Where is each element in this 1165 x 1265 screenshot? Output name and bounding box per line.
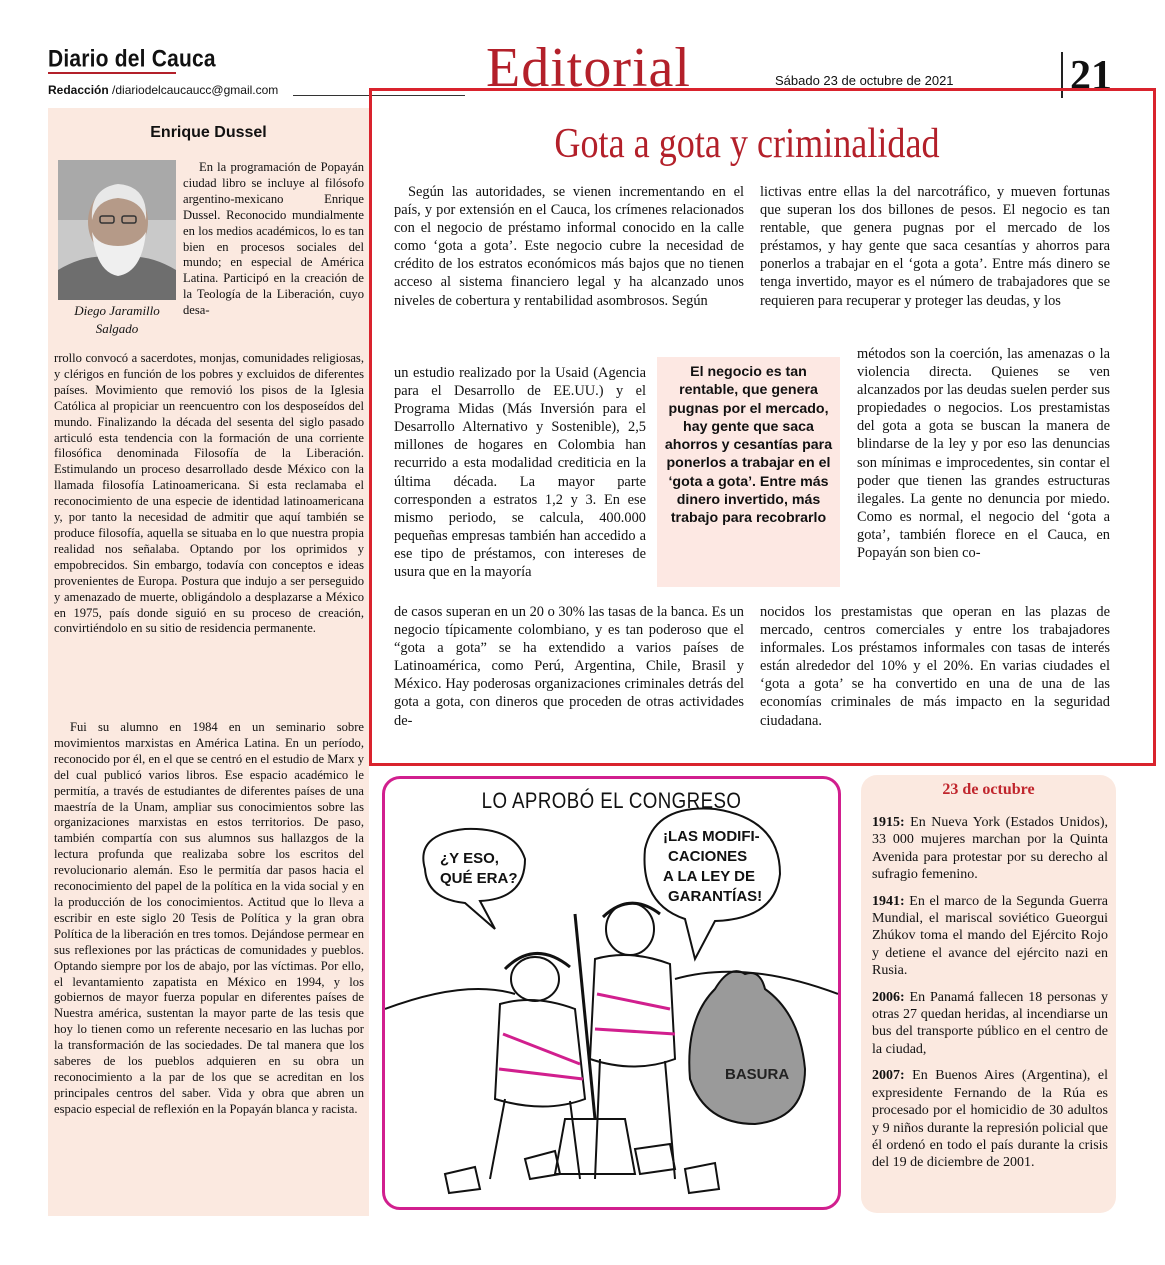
bubble-right-line4: GARANTÍAS! bbox=[668, 888, 763, 905]
portrait-image bbox=[58, 160, 176, 300]
editorial-col1-mid bbox=[394, 364, 646, 581]
newspaper-name: Diario del Cauca bbox=[48, 46, 216, 73]
editorial-col2-mid bbox=[857, 345, 1110, 562]
opinion-paragraph-1-top bbox=[183, 160, 364, 319]
ephemeris-year: 2006: bbox=[872, 989, 905, 1005]
bubble-left-line2: QUÉ ERA? bbox=[440, 870, 518, 887]
editorial-col1-bottom bbox=[394, 603, 744, 730]
bubble-right-line1: ¡LAS MODIFI- bbox=[663, 828, 760, 845]
redaccion-label: Redacción bbox=[48, 83, 109, 97]
right-worker-head bbox=[606, 903, 654, 955]
editorial-text: Según las autoridades, se vienen incrementando en el país, y por extensión en el Cauca, los crímenes relacionados con el negocio de préstamo informal conocido en la calle como ‘gota a gota’. Este negocio cubre la necesidad de crédito de los estratos económicos más bajos que no tienen acceso al sistema financiero legal y ha alcanzado unos niveles de cobertura y rentabilidad asombrosos. Según bbox=[394, 184, 744, 309]
pull-quote: El negocio es tan rentable, que genera pugnas por el mercado, hay gente que saca ahorros y cesantías para ponerlos a trabajar en el ‘gota a gota’. Entre más dinero invertido, más trabajo para recobrarlo bbox=[664, 364, 833, 527]
column-author: Enrique Dussel bbox=[150, 124, 267, 141]
author-photo bbox=[58, 160, 176, 300]
section-title: Editorial bbox=[486, 40, 691, 96]
ephemeris-text: En Panamá fallecen 18 personas y otras 27 quedan heridas, al incendiarse un bus del transporte público en el centro de la ciudad, bbox=[872, 989, 1108, 1057]
editorial-text: métodos son la coerción, las amenazas o la violencia directa. Quienes se ven alcanzados por las deudas suelen perder sus propiedades o negocios. Los prestamistas del gota a gota se buscan la manera de blindarse de la ley y por eso las denuncias son mínimas e improcedentes, sin contar el poder que tienen las grandes estructuras ilegales. La gente no denuncia por miedo. Como es normal, el negocio del ‘gota a gota’, también florece en el Cauca, en Popayán son bien co- bbox=[857, 346, 1110, 562]
cartoon-frame bbox=[382, 776, 841, 1210]
cartoon-title: LO APROBÓ EL CONGRESO bbox=[481, 788, 742, 813]
right-worker-body bbox=[590, 955, 675, 1067]
photo-caption-line1: Diego Jaramillo bbox=[74, 303, 160, 318]
opinion-text: En la programación de Popayán ciudad libro se incluye al filósofo argentino-mexicano Enrique Dussel. Reconocido mundialmente en los medios académicos, lo es tan bien en procesos sociales del mundo; en especial de América Latina. Participó en la creación de la Teología de la Liberación, cuyo desa- bbox=[183, 160, 364, 318]
redaccion-email: /diariodelcaucaucc@gmail.com bbox=[108, 83, 279, 97]
redaccion-line bbox=[48, 83, 278, 97]
editorial-text: de casos superan en un 20 o 30% las tasas de la banca. Es un negocio típicamente colombiano, y es tan poderoso que el “gota a gota” se ha extendido a varios países de Latinoamérica, como Perú, Argentina, Chile, Brasil y México. Hay poderosas organizaciones criminales detrás del gota a gota, con dineros que proceden de otras actividades de- bbox=[394, 604, 744, 729]
opinion-text: Fui su alumno en 1984 en un seminario sobre movimientos marxistas en América Latina. En un período, reconocido por él, en el que se centró en el estudio de Marx y del cual publicó varios libros. Ese espacio académico le permitía, a través de estudiantes de diferentes países de una maestría de la Unam, ampliar sus conocimientos sobre las organizaciones marxistas en estos territorios. De paso, también compartía con sus alumnos sus hallazgos de la lectura profunda que realizaba sobre los escritos del revolucionario alemán. Eso le permitía dar pasos hacia el reconocimiento del papel de la política en la vida social y en la producción de los conocimientos. Actitud que lo lleva a escribir en este siglo 20 Tesis de Política y la gran obra Política de la liberación en tres tomos. Dejándose permear en sus reflexiones por las prácticas de comunidades y pueblos. Optando siempre por los de abajo, por las víctimas. Por ello, el levantamiento zapatista en México en 1994, y los gobiernos de mayor fuerza popular en diferentes países de Nuestra américa, sustentan la mayor parte de las tesis que hoy lo tienen como un referente necesario en las luchas por la transformación de las sociedades. De tal manera que los saberes de los pueblos adquieren en su obra un reconocimiento a la par de los que se acreditan en los principales centros del saber. Vida y obra que abren un espacio especial de reflexión en la Popayán blanca y racista. bbox=[54, 720, 364, 1116]
ephemeris-year: 2007: bbox=[872, 1068, 905, 1084]
masthead-rule bbox=[48, 72, 176, 74]
ephemeris-year: 1915: bbox=[872, 815, 905, 830]
editorial-text: un estudio realizado por la Usaid (Agencia para el Desarrollo de EE.UU.) y el Programa Midas (Más Inversión para el Desarrollo Alternativo y Sostenible), 2,5 millones de hogares en Colombia han recurrido a esta modalidad crediticia en la última década. La mayor parte corresponden a estratos 1,2 y 3. En ese mismo periodo, se calcula, 400.000 pequeñas empresas también han accedido a ese tipo de préstamos, con intereses de usura que en la mayoría bbox=[394, 365, 646, 581]
editorial-col2-bottom bbox=[760, 603, 1110, 730]
bubble-right-line3: A LA LEY DE bbox=[663, 868, 755, 885]
ephemeris-title: 23 de octubre bbox=[942, 781, 1035, 798]
photo-caption bbox=[58, 302, 176, 338]
ephemeris-item bbox=[872, 1067, 1108, 1171]
issue-date: Sábado 23 de octubre de 2021 bbox=[775, 73, 954, 88]
garbage-bag bbox=[689, 971, 805, 1124]
left-worker-body bbox=[495, 1000, 585, 1107]
cartoon-drawing bbox=[385, 779, 838, 1207]
left-worker-head bbox=[511, 957, 559, 1001]
bubble-right-line2: CACIONES bbox=[668, 848, 748, 865]
opinion-paragraph-1-rest bbox=[54, 351, 364, 637]
ephemeris-item bbox=[872, 893, 1108, 980]
photo-caption-line2: Salgado bbox=[95, 321, 139, 336]
opinion-paragraph-2 bbox=[54, 720, 364, 1118]
ephemeris-text: En Nueva York (Estados Unidos), 33 000 mujeres marchan por la Quinta Avenida para protestar por su derecho al sufragio femenino. bbox=[872, 815, 1108, 883]
editorial-text: lictivas entre ellas la del narcotráfico, y mueven fortunas que superan los dos billones de pesos. El negocio es tan rentable, que genera pugnas por el mercado de los préstamos, y hay gente que saca cesantías y ahorros para ponerlos a trabajar en el ‘gota a gota’. Entre más dinero se tenga invertido, mayor es el número de trabajadores que se requieren para recuperar y proteger las deudas, y los bbox=[760, 184, 1110, 309]
ephemeris-item bbox=[872, 814, 1108, 884]
ephemeris-year: 1941: bbox=[872, 893, 905, 909]
editorial-text: nocidos los prestamistas que operan en las plazas de mercado, centros comerciales y entre los trabajadores informales. Los préstamos informales con tasas de interés están alrededor del 10% y el 20%. En varias ciudades el ‘gota a gota’ se ha convertido en una de una de las economías criminales de más impacto en la seguridad ciudadana. bbox=[760, 604, 1110, 729]
editorial-headline: Gota a gota y criminalidad bbox=[554, 121, 940, 167]
page-number: 21 bbox=[1070, 53, 1112, 99]
ephemeris-list bbox=[872, 814, 1108, 1181]
ephemeris-text: En el marco de la Segunda Guerra Mundial, el mariscal soviético Gueorgui Zhúkov toma el mando del Ejército Rojo y detiene el avance del ejército nazi en Rusia. bbox=[872, 893, 1108, 979]
bag-label: BASURA bbox=[725, 1066, 790, 1083]
editorial-col2-top bbox=[760, 183, 1110, 310]
editorial-col1-top bbox=[394, 183, 744, 310]
opinion-text: rrollo convocó a sacerdotes, monjas, comunidades religiosas, y clérigos en función de los pobres y excluidos de diferentes países. Movimiento que removió los pisos de la Iglesia Católica al propiciar un reencuentro con los desposeídos del mundo. Finalizando la década del sesenta del siglo pasado articuló esta tendencia con la formación de una corriente filosófica denominada Filosofía de la Liberación. Estimulando un proceso desarrollado desde México con la llamada filosofía Latinoamericana. Si esta reclamaba el reconocimiento de una especie de identidad latinoamericana y, por tanto la necesidad de admitir que aquí también se produce filosofía, aquella se situaba en lo que nuestra propia realidad nos señalaba. Optando por los oprimidos y empobrecidos. Sin embargo, todavía con conceptos e ideas provenientes de Europa. Postura que indujo a ser perseguido y amenazado de muerte, obligándolo a desplazarse a México en 1975, país donde siguió en su proceso de creación, convirtiéndolo en su sitio de residencia permanente. bbox=[54, 351, 364, 636]
ephemeris-item bbox=[872, 989, 1108, 1059]
bubble-left-line1: ¿Y ESO, bbox=[440, 850, 499, 867]
ephemeris-text: En Buenos Aires (Argentina), el expresidente Fernando de la Rúa es procesado por el homicidio de 30 adultos y 9 niños durante la represión policial que él ordenó en todo el país durante la crisis del 19 de diciembre de 2001. bbox=[872, 1068, 1108, 1171]
